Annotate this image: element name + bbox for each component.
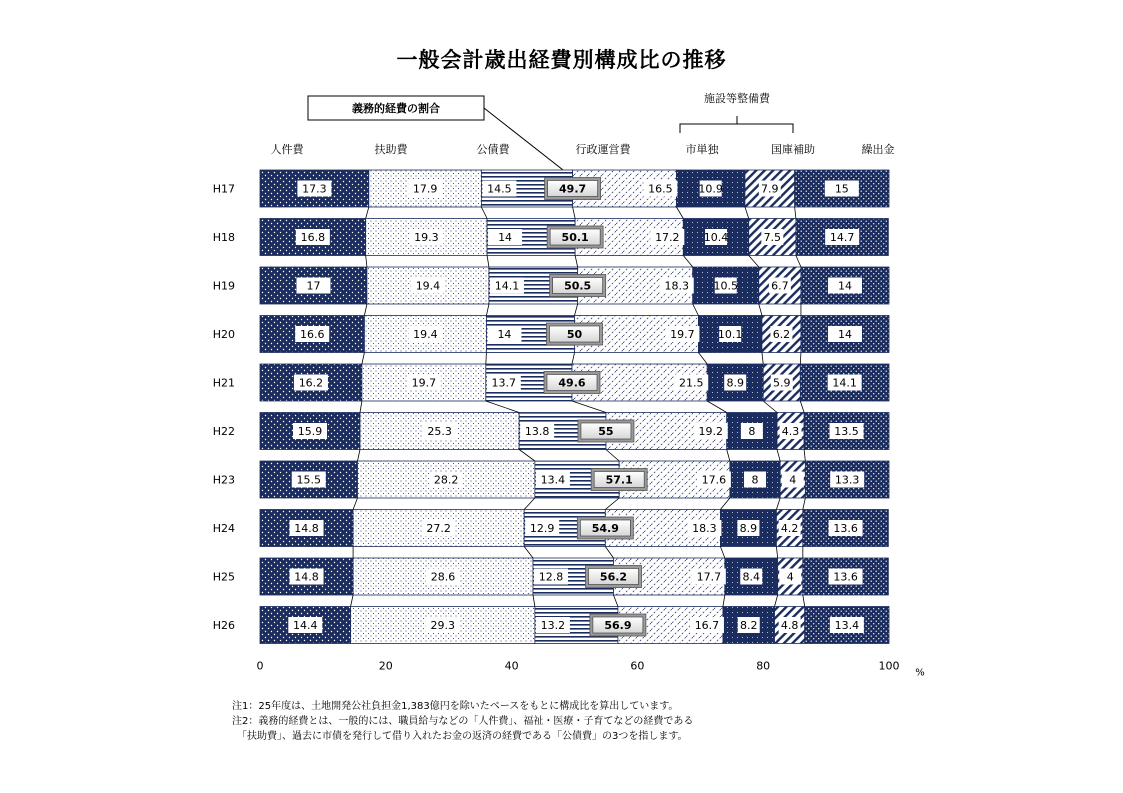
category-label: H19 bbox=[212, 279, 235, 293]
ratio-label: 50 bbox=[566, 328, 583, 341]
series-connector bbox=[723, 595, 725, 607]
category-label: H23 bbox=[212, 473, 235, 487]
data-label: 16.5 bbox=[648, 182, 673, 196]
ratio-label: 50.5 bbox=[564, 279, 592, 293]
data-label: 14 bbox=[837, 328, 852, 341]
data-label: 12.9 bbox=[529, 522, 555, 535]
series-connector bbox=[486, 401, 519, 413]
data-label: 14.5 bbox=[487, 182, 512, 196]
ratio-label: 49.6 bbox=[558, 376, 586, 390]
series-connector bbox=[775, 595, 778, 607]
data-label: 8 bbox=[748, 425, 756, 438]
data-label: 10.1 bbox=[717, 328, 743, 341]
data-label: 7.9 bbox=[761, 182, 779, 196]
series-connector bbox=[749, 256, 759, 268]
data-label: 10.4 bbox=[703, 231, 729, 244]
legend-label: 行政運営費 bbox=[575, 143, 631, 156]
data-label: 17.3 bbox=[302, 182, 327, 196]
data-label: 14.4 bbox=[293, 619, 318, 632]
data-label: 13.4 bbox=[540, 473, 566, 487]
series-connector bbox=[575, 304, 578, 316]
data-label: 10.5 bbox=[713, 279, 739, 293]
series-connector bbox=[366, 207, 369, 219]
series-connector bbox=[481, 207, 487, 219]
data-label: 13.8 bbox=[524, 425, 550, 438]
data-label: 13.5 bbox=[834, 425, 859, 438]
series-connector bbox=[519, 450, 535, 462]
note-line: 注1：25年度は、土地開発公社負担金1,383億円を除いたベースをもとに構成比を算出しています。 bbox=[232, 701, 679, 712]
series-connector bbox=[800, 353, 801, 365]
x-tick-label: 100 bbox=[878, 659, 900, 673]
data-label: 13.6 bbox=[833, 522, 858, 535]
category-label: H18 bbox=[212, 231, 235, 244]
legend-label: 国庫補助 bbox=[771, 143, 815, 156]
data-label: 16.2 bbox=[298, 376, 324, 390]
series-connector bbox=[486, 304, 489, 316]
group-bracket bbox=[680, 116, 793, 133]
series-connector bbox=[362, 353, 365, 365]
ratio-label: 56.9 bbox=[604, 619, 632, 632]
data-label: 17.9 bbox=[412, 182, 438, 196]
series-connector bbox=[572, 353, 575, 365]
series-connector bbox=[800, 401, 804, 413]
series-connector bbox=[745, 207, 749, 219]
data-label: 27.2 bbox=[426, 522, 451, 535]
data-label: 13.3 bbox=[834, 473, 860, 487]
series-connector bbox=[364, 304, 367, 316]
series-connector bbox=[727, 450, 730, 462]
ratio-label: 49.7 bbox=[559, 182, 587, 196]
data-label: 21.5 bbox=[678, 376, 704, 390]
data-label: 8.4 bbox=[742, 570, 760, 584]
data-label: 7.5 bbox=[763, 231, 782, 244]
data-label: 13.2 bbox=[540, 619, 566, 632]
series-connector bbox=[720, 498, 729, 510]
data-label: 19.2 bbox=[698, 425, 723, 438]
category-label: H26 bbox=[212, 619, 235, 632]
data-label: 4 bbox=[789, 473, 797, 487]
data-label: 14 bbox=[837, 279, 852, 293]
data-label: 19.4 bbox=[415, 279, 441, 293]
data-label: 17 bbox=[306, 279, 321, 293]
data-label: 19.7 bbox=[670, 328, 695, 341]
series-connector bbox=[573, 207, 576, 219]
ratio-label: 56.2 bbox=[599, 570, 628, 584]
series-connector bbox=[575, 256, 578, 268]
series-connector bbox=[776, 547, 777, 559]
ratio-label: 55 bbox=[598, 425, 614, 438]
data-label: 16.6 bbox=[299, 328, 325, 341]
data-label: 28.2 bbox=[433, 473, 459, 487]
x-tick-label: 20 bbox=[378, 659, 393, 673]
ratio-callout-label: 義務的経費の割合 bbox=[352, 102, 440, 115]
data-label: 17.6 bbox=[701, 473, 727, 487]
data-label: 4.2 bbox=[780, 522, 799, 535]
data-label: 16.8 bbox=[300, 231, 326, 244]
data-label: 14 bbox=[497, 328, 512, 341]
series-connector bbox=[351, 595, 354, 607]
series-connector bbox=[759, 304, 762, 316]
data-label: 15 bbox=[834, 182, 849, 196]
data-label: 19.4 bbox=[413, 328, 438, 341]
data-label: 5.9 bbox=[773, 376, 791, 390]
data-label: 29.3 bbox=[430, 619, 455, 632]
legend-label: 市単独 bbox=[685, 143, 719, 156]
data-label: 10.9 bbox=[698, 182, 723, 196]
series-connector bbox=[693, 304, 699, 316]
data-label: 13.7 bbox=[491, 376, 517, 390]
category-label: H20 bbox=[212, 328, 235, 341]
x-tick-label: 0 bbox=[256, 659, 264, 673]
series-connector bbox=[360, 401, 362, 413]
data-label: 6.7 bbox=[771, 279, 789, 293]
series-connector bbox=[795, 207, 796, 219]
series-connector bbox=[763, 401, 777, 413]
data-label: 8.2 bbox=[739, 619, 758, 632]
data-label: 8.9 bbox=[726, 376, 744, 390]
series-connector bbox=[796, 256, 801, 268]
series-connector bbox=[777, 450, 780, 462]
series-connector bbox=[572, 401, 606, 413]
legend-label: 人件費 bbox=[270, 143, 304, 156]
data-label: 4.8 bbox=[780, 619, 799, 632]
data-label: 15.5 bbox=[296, 473, 321, 487]
data-label: 17.7 bbox=[696, 570, 722, 584]
data-label: 12.8 bbox=[538, 570, 564, 584]
data-label: 19.7 bbox=[411, 376, 437, 390]
legend-label: 扶助費 bbox=[374, 143, 408, 156]
data-label: 8.9 bbox=[739, 522, 758, 535]
data-label: 19.3 bbox=[414, 231, 439, 244]
data-label: 14.8 bbox=[294, 522, 319, 535]
x-unit-label: % bbox=[915, 667, 925, 679]
series-connector bbox=[605, 498, 619, 510]
series-connector bbox=[613, 595, 617, 607]
data-label: 14 bbox=[498, 231, 513, 244]
ratio-label: 57.1 bbox=[605, 473, 633, 487]
category-label: H25 bbox=[212, 570, 235, 584]
data-label: 4 bbox=[786, 570, 794, 584]
series-connector bbox=[762, 353, 763, 365]
data-label: 25.3 bbox=[427, 425, 452, 438]
data-label: 14.1 bbox=[832, 376, 857, 390]
x-tick-label: 80 bbox=[756, 659, 771, 673]
category-label: H17 bbox=[212, 182, 235, 196]
series-connector bbox=[533, 595, 535, 607]
data-label: 13.4 bbox=[834, 619, 860, 632]
data-label: 14.8 bbox=[294, 570, 319, 584]
series-connector bbox=[606, 450, 619, 462]
series-connector bbox=[707, 401, 726, 413]
category-label: H24 bbox=[212, 522, 235, 535]
category-label: H22 bbox=[212, 425, 235, 438]
series-connector bbox=[487, 256, 489, 268]
series-connector bbox=[776, 498, 780, 510]
data-label: 8 bbox=[751, 473, 759, 487]
data-label: 18.3 bbox=[692, 522, 717, 535]
series-connector bbox=[524, 547, 533, 559]
chart-notes bbox=[232, 699, 693, 744]
data-label: 16.7 bbox=[694, 619, 720, 632]
ratio-label: 54.9 bbox=[591, 522, 619, 535]
series-connector bbox=[803, 498, 806, 510]
x-tick-label: 40 bbox=[504, 659, 519, 673]
data-label: 18.3 bbox=[664, 279, 690, 293]
series-connector bbox=[676, 207, 683, 219]
series-connector bbox=[605, 547, 613, 559]
series-connector bbox=[803, 595, 805, 607]
series-connector bbox=[804, 450, 805, 462]
series-connector bbox=[720, 547, 724, 559]
category-label: H21 bbox=[212, 376, 235, 390]
ratio-label: 50.1 bbox=[561, 231, 589, 244]
note-line: 「扶助費」、過去に市債を発行して借り入れたお金の返済の経費である「公債費」の3つを指します。 bbox=[232, 731, 688, 742]
data-label: 4.3 bbox=[781, 425, 800, 438]
legend-label: 繰出金 bbox=[861, 143, 895, 156]
series-connector bbox=[683, 256, 692, 268]
series-connector bbox=[366, 256, 367, 268]
series-connector bbox=[698, 353, 707, 365]
series-connector bbox=[524, 498, 535, 510]
data-label: 28.6 bbox=[430, 570, 456, 584]
data-label: 15.9 bbox=[297, 425, 323, 438]
data-label: 14.1 bbox=[494, 279, 520, 293]
x-tick-label: 60 bbox=[630, 659, 645, 673]
legend-label: 公債費 bbox=[476, 143, 510, 156]
note-line: 注2：義務的経費とは、一般的には、職員給与などの「人件費」、福祉・医療・子育てなどの経費である bbox=[232, 716, 694, 727]
series-connector bbox=[357, 450, 360, 462]
data-label: 14.7 bbox=[829, 231, 855, 244]
series-connector bbox=[486, 353, 487, 365]
group-label: 施設等整備費 bbox=[704, 92, 770, 105]
chart-title: 一般会計歳出経費別構成比の推移 bbox=[396, 48, 727, 72]
data-label: 13.6 bbox=[833, 570, 858, 584]
series-connector bbox=[353, 498, 357, 510]
data-label: 17.2 bbox=[655, 231, 680, 244]
data-label: 6.2 bbox=[772, 328, 791, 341]
